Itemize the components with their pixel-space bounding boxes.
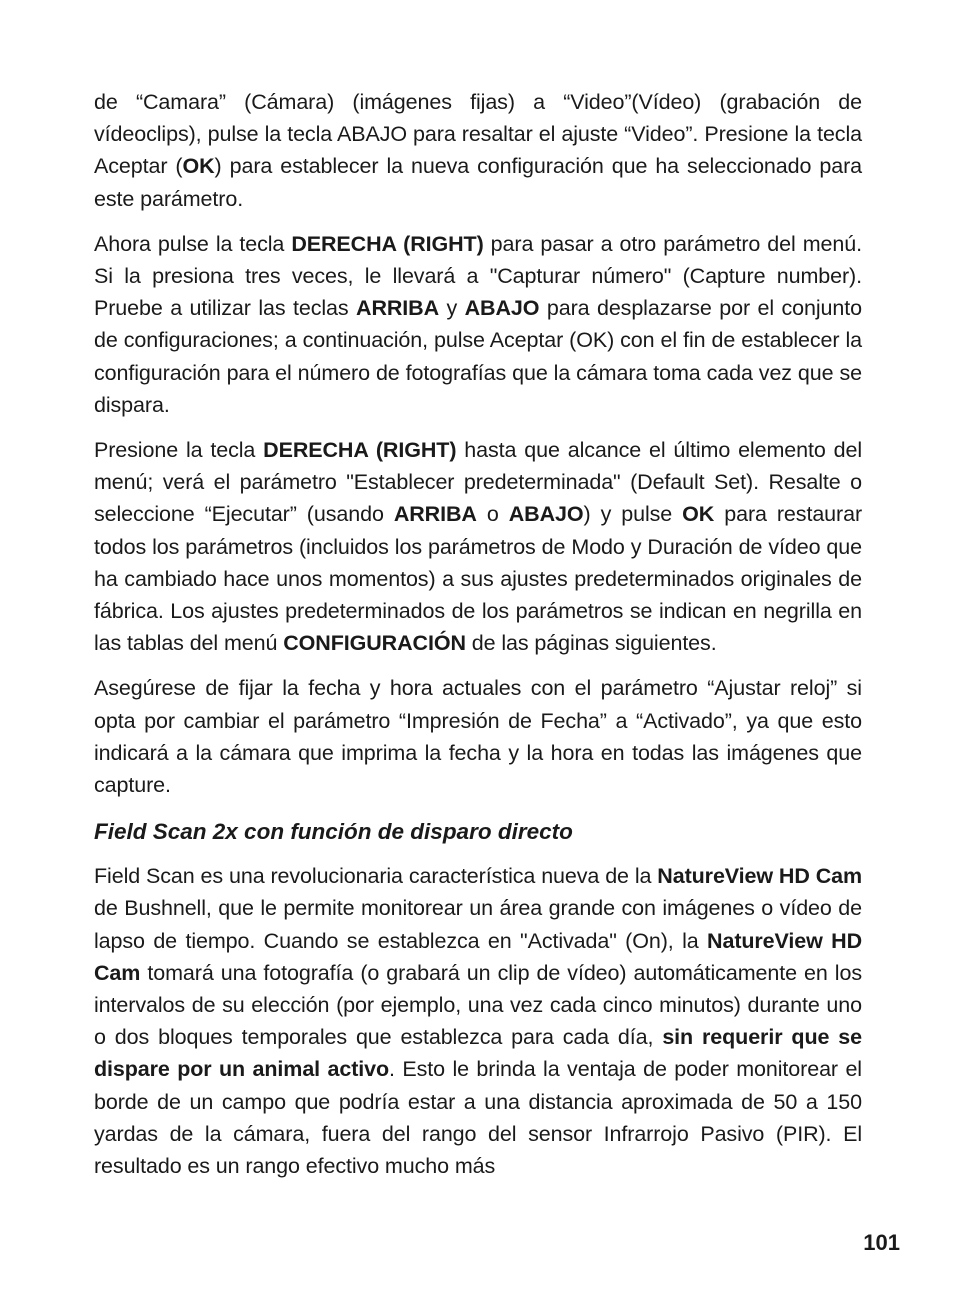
paragraph-field-scan (94, 860, 862, 1182)
text-span: de “Camara” (Cámara) (imágenes fijas) a “Video”(Vídeo) (grabación de vídeoclips), pulse la tecla ABAJO para resaltar el ajuste “Video”. Presione la tecla Aceptar ( (94, 90, 862, 179)
document-page (94, 86, 862, 1195)
text-span: para desplazarse por el conjunto de configuraciones; a continuación, pulse Aceptar (OK) con el fin de establecer la configuración para el número de fotografías que la cámara toma cada vez que se dispara. (94, 296, 862, 417)
section-heading: Field Scan 2x con función de disparo directo (94, 819, 573, 845)
bold-text: NatureView HD Cam (657, 864, 862, 889)
text-span: y (439, 296, 465, 321)
paragraph-default-set (94, 434, 862, 659)
bold-text: sin requerir que se dispare por un animal activo (94, 1025, 862, 1082)
text-span: Field Scan es una revolucionaria característica nueva de la (94, 864, 658, 889)
bold-text: DERECHA (RIGHT) (263, 438, 457, 463)
text-span: Ahora pulse la tecla (94, 231, 292, 256)
text-span: de Bushnell, que le permite monitorear un área grande con imágenes o vídeo de lapso de tiempo. Cuando se establezca en "Activada" (On), la (94, 896, 862, 953)
bold-text: ABAJO (508, 502, 584, 527)
bold-text: OK (682, 502, 715, 527)
bold-text: OK (182, 154, 215, 179)
text-span: hasta que alcance el último elemento del menú; verá el parámetro "Establecer predeterminada" (Default Set). Resalte o seleccione “Ejecutar” (usando (94, 438, 862, 527)
text-span: Asegúrese de fijar la fecha y hora actuales con el parámetro “Ajustar reloj” si opta por cambiar el parámetro “Impresión de Fecha” a “Activado”, ya que esto indicará a la cámara que imprima la fecha y la hora en todas las imágenes que capture. (94, 676, 862, 798)
bold-text: ABAJO (464, 296, 540, 321)
text-span: para pasar a otro parámetro del menú. Si la presiona tres veces, le llevará a "Capturar número" (Capture number). Pruebe a utilizar las teclas (94, 231, 862, 321)
text-span: o (476, 502, 509, 527)
paragraph-mode-video (94, 86, 862, 215)
bold-text: CONFIGURACIÓN (283, 631, 466, 656)
bold-text: DERECHA (RIGHT) (291, 231, 484, 256)
paragraph-clock (94, 672, 862, 801)
text-span: ) y pulse (583, 502, 683, 527)
paragraph-capture-number (94, 228, 862, 421)
page-number: 101 (863, 1230, 900, 1255)
text-span: Presione la tecla (94, 438, 264, 463)
bold-text: ARRIBA (356, 296, 440, 321)
text-span: de las páginas siguientes. (465, 631, 717, 656)
bold-text: ARRIBA (393, 502, 477, 527)
text-span: . Esto le brinda la ventaja de poder monitorear el borde de un campo que podría estar a una distancia aproximada de 50 a 150 yardas de la cámara, fuera del rango del sensor Infrarrojo Pasivo (PIR). El resultado es un rango efectivo mucho más (94, 1057, 862, 1179)
text-span: para restaurar todos los parámetros (incluidos los parámetros de Modo y Duración de vídeo que ha cambiado hace unos momentos) a sus ajustes predeterminados originales de fábrica. Los ajustes predeterminados de los parámetros se indican en negrilla en las tablas del menú (94, 502, 863, 656)
text-span: ) para establecer la nueva configuración que ha seleccionado para este parámetro. (94, 154, 862, 211)
text-span: tomará una fotografía (o grabará un clip de vídeo) automáticamente en los intervalos de su elección (por ejemplo, una vez cada cinco minutos) durante uno o dos bloques temporales que establezca para cada día, (94, 960, 862, 1050)
bold-text: NatureView HD Cam (94, 928, 863, 985)
